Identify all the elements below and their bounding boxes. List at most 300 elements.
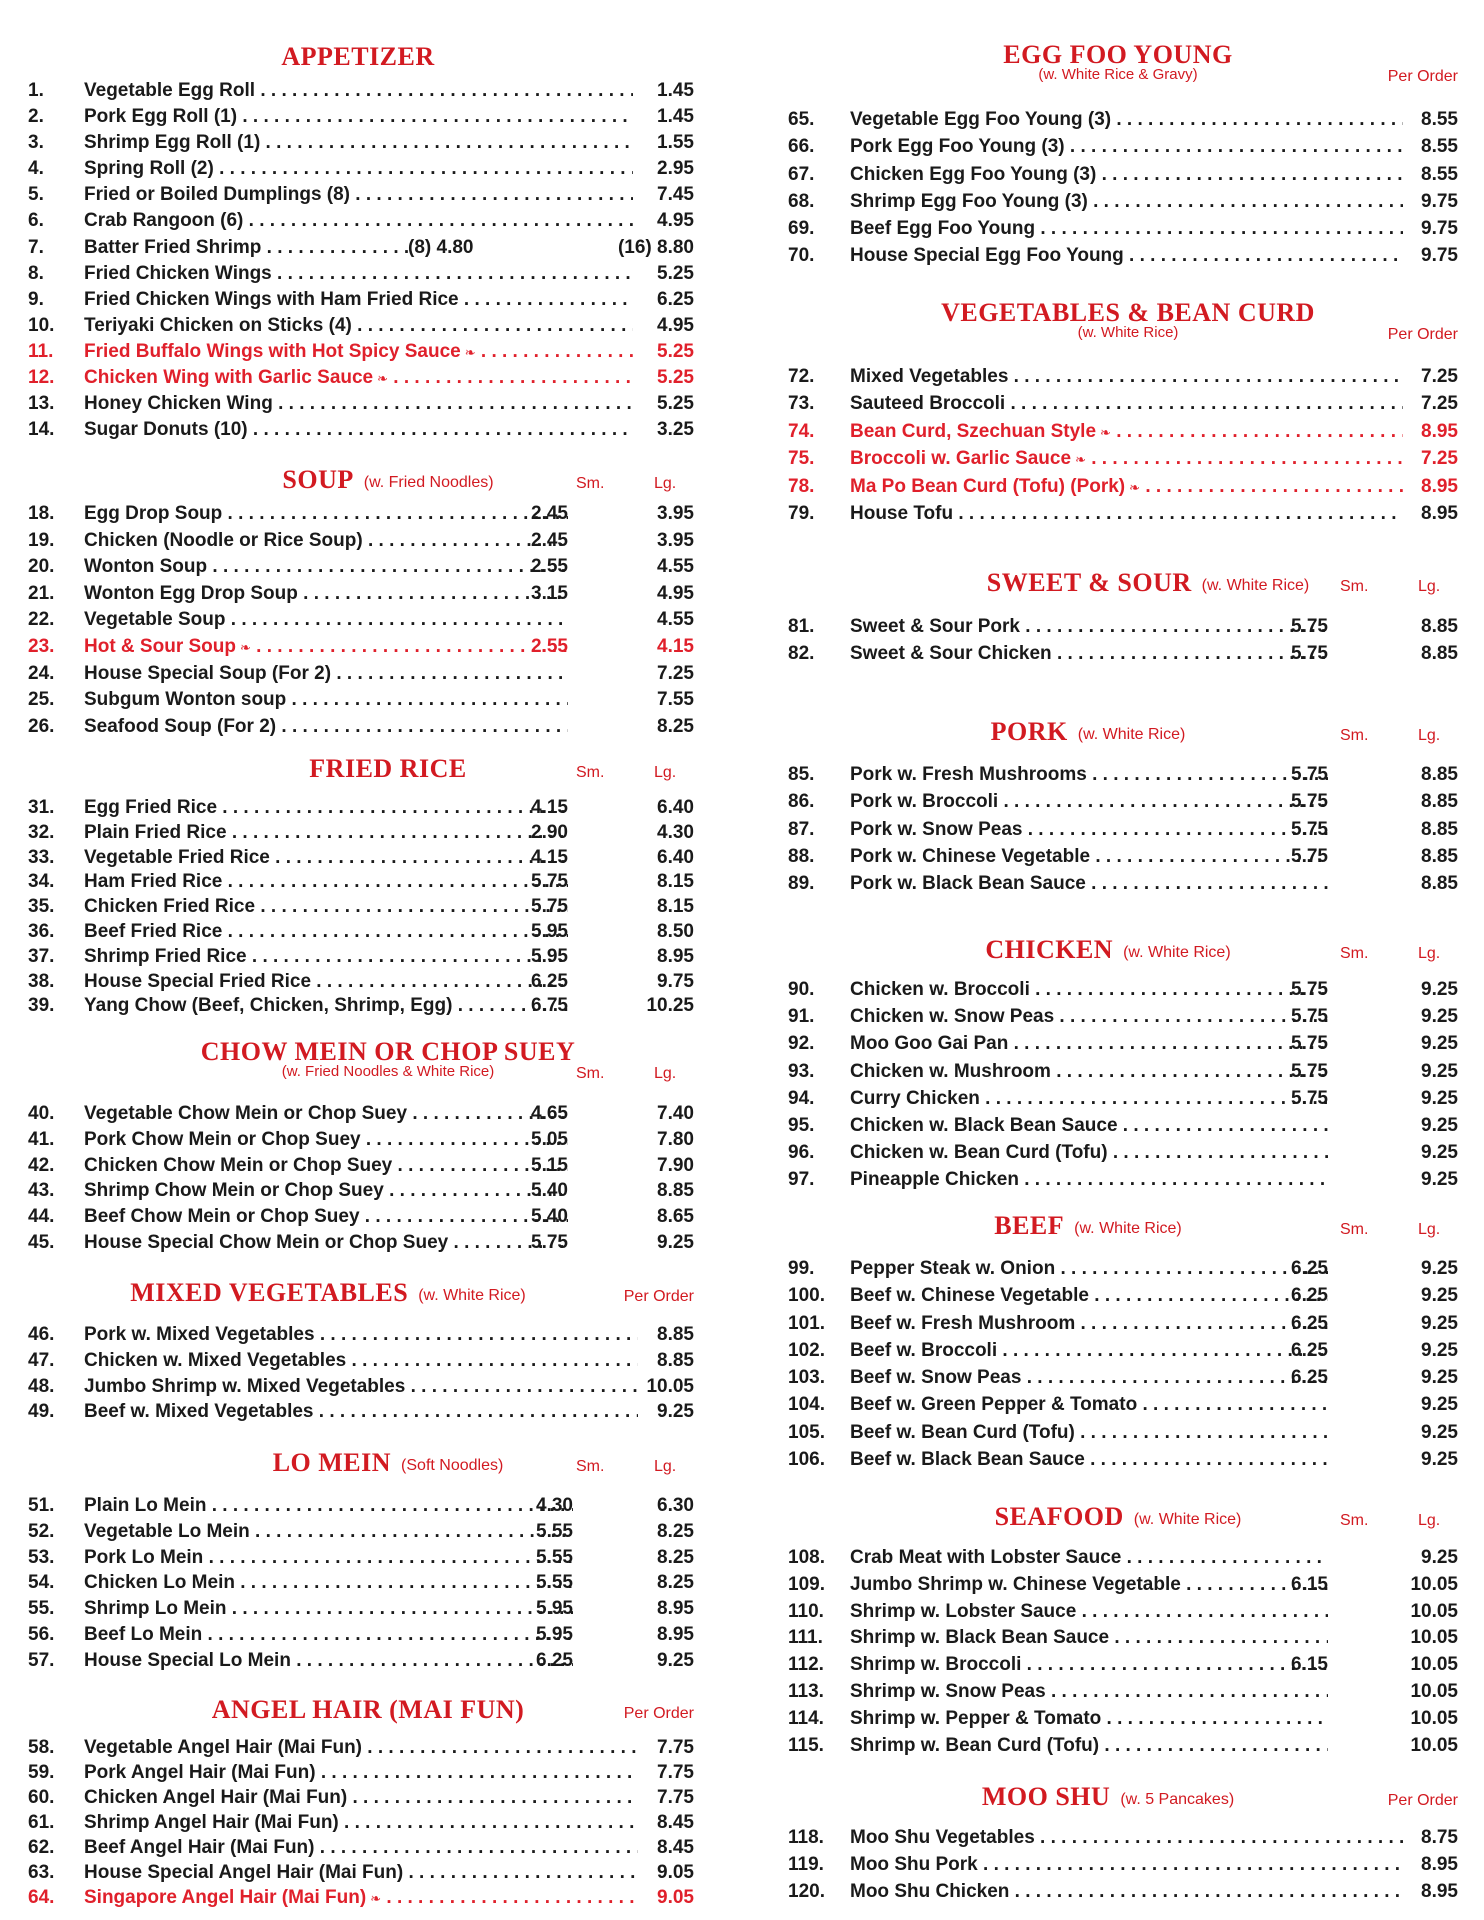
item-price: 8.45 bbox=[657, 1812, 694, 1833]
menu-item bbox=[788, 1030, 1458, 1057]
item-price-large: 9.25 bbox=[1421, 1033, 1458, 1055]
section-egg-foo-young bbox=[788, 38, 1458, 267]
item-name bbox=[850, 613, 1328, 640]
item-price: 9.05 bbox=[657, 1887, 694, 1908]
section-beef bbox=[788, 1209, 1458, 1471]
menu-item bbox=[788, 390, 1458, 417]
item-number: 79. bbox=[788, 502, 815, 524]
item-name-text: Vegetable Egg Roll bbox=[84, 80, 256, 101]
item-name bbox=[850, 418, 1403, 446]
menu-item-list bbox=[788, 1824, 1458, 1905]
item-number: 94. bbox=[788, 1087, 815, 1109]
item-number: 93. bbox=[788, 1060, 815, 1082]
item-number: 112. bbox=[788, 1654, 824, 1676]
item-price: 4.95 bbox=[657, 314, 694, 336]
pepper-icon: ❧ bbox=[377, 371, 389, 387]
item-number: 37. bbox=[28, 945, 55, 967]
item-name bbox=[84, 1735, 638, 1760]
item-price-large: 8.15 bbox=[657, 896, 694, 918]
section-title-text: VEGETABLES & BEAN CURD bbox=[941, 298, 1315, 327]
item-name bbox=[850, 242, 1403, 269]
item-price-large: 8.85 bbox=[1421, 845, 1458, 867]
item-number: 40. bbox=[28, 1103, 55, 1124]
item-number: 3. bbox=[28, 132, 44, 154]
item-name bbox=[850, 816, 1328, 843]
item-name bbox=[850, 1112, 1328, 1139]
item-price-small: 4.65 bbox=[531, 1103, 568, 1124]
item-number: 96. bbox=[788, 1142, 815, 1164]
item-name-text: House Special Soup (For 2) bbox=[84, 662, 332, 684]
item-name bbox=[84, 1545, 573, 1571]
item-name bbox=[850, 1058, 1328, 1085]
item-price: 7.75 bbox=[657, 1737, 694, 1758]
section-title-text: SOUP bbox=[282, 465, 354, 494]
item-number: 81. bbox=[788, 616, 815, 637]
menu-item-list bbox=[788, 1545, 1458, 1759]
item-price: 8.85 bbox=[657, 1324, 694, 1345]
item-name bbox=[850, 1337, 1328, 1364]
item-price: 8.95 bbox=[1421, 420, 1458, 442]
small-size-label: Sm. bbox=[576, 764, 605, 781]
item-name bbox=[84, 1204, 568, 1230]
item-price-large: 8.25 bbox=[657, 1546, 694, 1568]
section-title bbox=[982, 1780, 1234, 1818]
item-number: 43. bbox=[28, 1180, 55, 1202]
menu-item bbox=[28, 313, 694, 339]
section-header bbox=[788, 296, 1458, 343]
item-name-text: Vegetable Angel Hair (Mai Fun) bbox=[84, 1737, 363, 1758]
menu-item bbox=[788, 106, 1458, 133]
item-price-large: 8.95 bbox=[657, 1623, 694, 1645]
section-sweet-sour bbox=[788, 566, 1458, 664]
item-number: 48. bbox=[28, 1375, 55, 1397]
item-name bbox=[84, 634, 568, 662]
item-price: 9.25 bbox=[1421, 1142, 1458, 1164]
item-price-large: 9.25 bbox=[1421, 1367, 1458, 1389]
item-name bbox=[850, 870, 1328, 897]
menu-item bbox=[28, 1127, 694, 1153]
item-price: 7.75 bbox=[657, 1787, 694, 1808]
item-price-small: 6.25 bbox=[531, 970, 568, 992]
item-number: 106. bbox=[788, 1449, 825, 1471]
large-size-label: Lg. bbox=[1418, 1221, 1441, 1238]
item-name bbox=[84, 78, 633, 104]
menu-item bbox=[788, 1824, 1458, 1851]
item-name bbox=[84, 182, 633, 208]
section-title bbox=[130, 1276, 526, 1314]
item-price: 8.75 bbox=[1421, 1827, 1458, 1848]
menu-item bbox=[788, 242, 1458, 269]
section-header bbox=[28, 1035, 694, 1082]
item-name-text: Shrimp Angel Hair (Mai Fun) bbox=[84, 1812, 339, 1833]
item-name-text: Crab Rangoon (6) bbox=[84, 210, 244, 232]
pepper-icon: ❧ bbox=[1100, 424, 1111, 440]
item-number: 14. bbox=[28, 419, 55, 441]
item-name bbox=[850, 1003, 1328, 1030]
item-name bbox=[84, 661, 568, 688]
menu-item bbox=[788, 1337, 1458, 1364]
item-name bbox=[850, 976, 1328, 1003]
item-price: 9.25 bbox=[1421, 1114, 1458, 1136]
section-vegetables-bean-curd bbox=[788, 296, 1458, 524]
item-price-small: 3.15 bbox=[531, 582, 568, 604]
item-price: 4.95 bbox=[657, 210, 694, 232]
menu-item bbox=[788, 613, 1458, 640]
menu-item bbox=[788, 1085, 1458, 1112]
item-price-small: 5.05 bbox=[531, 1128, 568, 1150]
item-price: 1.45 bbox=[657, 80, 694, 101]
item-name-text: Shrimp w. Pepper & Tomato bbox=[850, 1707, 1102, 1729]
menu-item bbox=[788, 1166, 1458, 1193]
item-name-text: Singapore Angel Hair (Mai Fun) bbox=[84, 1887, 367, 1908]
item-number: 113. bbox=[788, 1680, 824, 1702]
section-title bbox=[282, 463, 493, 501]
item-name bbox=[84, 417, 633, 443]
item-name-text: House Special Angel Hair (Mai Fun) bbox=[84, 1862, 404, 1883]
item-price-large: 8.25 bbox=[657, 1520, 694, 1542]
item-name-text: Pork Lo Mein bbox=[84, 1546, 204, 1568]
item-price-small: 6.25 bbox=[1291, 1312, 1328, 1334]
item-name bbox=[84, 554, 568, 581]
item-price-small: 5.75 bbox=[1291, 1087, 1328, 1109]
section-header bbox=[28, 463, 694, 497]
item-name bbox=[84, 1622, 573, 1648]
section-header bbox=[788, 933, 1458, 967]
pepper-icon: ❧ bbox=[464, 344, 476, 360]
item-number: 70. bbox=[788, 245, 815, 267]
item-name-text: Plain Lo Mein bbox=[84, 1495, 207, 1516]
item-name bbox=[84, 920, 568, 945]
section-title-text: ANGEL HAIR (MAI FUN) bbox=[211, 1695, 525, 1724]
menu-item bbox=[788, 1058, 1458, 1085]
item-price-small: 6.25 bbox=[1291, 1285, 1328, 1307]
section-subtitle: (w. White Rice) bbox=[418, 1287, 526, 1304]
item-number: 24. bbox=[28, 662, 55, 684]
item-price-small: 5.55 bbox=[536, 1520, 573, 1542]
large-size-label: Lg. bbox=[1418, 1512, 1441, 1529]
item-name bbox=[850, 761, 1328, 788]
section-title-text: BEEF bbox=[994, 1211, 1065, 1240]
item-name bbox=[84, 1835, 638, 1860]
item-name-text: Egg Drop Soup bbox=[84, 503, 223, 524]
menu-item bbox=[788, 1364, 1458, 1391]
item-price-small: 5.95 bbox=[536, 1598, 573, 1620]
item-name-text: Beef Chow Mein or Chop Suey bbox=[84, 1206, 360, 1228]
menu-item bbox=[28, 287, 694, 313]
item-price-large: 4.55 bbox=[657, 556, 694, 578]
item-name bbox=[84, 156, 633, 182]
menu-item bbox=[28, 970, 694, 995]
item-price-large: 4.30 bbox=[657, 821, 694, 843]
item-name-text: Bean Curd, Szechuan Style bbox=[850, 420, 1097, 442]
item-price-large: 4.95 bbox=[657, 582, 694, 604]
menu-item bbox=[788, 1572, 1458, 1599]
item-price-small: 5.75 bbox=[1291, 845, 1328, 867]
item-name-text: Chicken Egg Foo Young (3) bbox=[850, 163, 1097, 185]
menu-item bbox=[788, 215, 1458, 242]
item-name-text: Pork w. Mixed Vegetables bbox=[84, 1324, 315, 1345]
item-name-text: Fried Chicken Wings with Ham Fried Rice bbox=[84, 288, 459, 310]
section-chicken bbox=[788, 933, 1458, 1191]
menu-item bbox=[28, 501, 694, 528]
item-name-text: Spring Roll (2) bbox=[84, 158, 214, 180]
menu-item bbox=[28, 104, 694, 130]
section-note: (w. Fried Noodles & White Rice) bbox=[281, 1063, 495, 1080]
item-number: 57. bbox=[28, 1649, 55, 1671]
menu-item bbox=[28, 1735, 694, 1760]
item-name bbox=[84, 994, 568, 1019]
section-title bbox=[991, 715, 1186, 753]
menu-item bbox=[28, 1348, 694, 1374]
item-price-small: 5.75 bbox=[1291, 1060, 1328, 1082]
item-price: 10.05 bbox=[1410, 1707, 1458, 1729]
menu-item bbox=[28, 1570, 694, 1596]
item-price: 10.05 bbox=[1410, 1734, 1458, 1756]
menu-item bbox=[28, 235, 694, 261]
item-name-text: Shrimp Lo Mein bbox=[84, 1598, 227, 1620]
item-name-text: Crab Meat with Lobster Sauce bbox=[850, 1547, 1122, 1568]
item-name-text: Fried Chicken Wings bbox=[84, 262, 272, 284]
item-name bbox=[84, 687, 568, 714]
item-number: 45. bbox=[28, 1231, 55, 1253]
item-price: 9.75 bbox=[1421, 218, 1458, 240]
item-price-large: 8.85 bbox=[1421, 643, 1458, 664]
item-price: 1.55 bbox=[657, 132, 694, 154]
item-name bbox=[850, 1282, 1328, 1309]
item-name bbox=[850, 500, 1403, 527]
item-price-large: 7.80 bbox=[657, 1128, 694, 1150]
item-name bbox=[84, 235, 408, 261]
item-name bbox=[84, 1648, 573, 1674]
item-name bbox=[84, 528, 568, 555]
menu-item-list bbox=[788, 761, 1458, 897]
item-name-text: Pork Egg Roll (1) bbox=[84, 106, 238, 128]
item-name bbox=[84, 821, 568, 846]
item-price: (16) 8.80 bbox=[617, 236, 694, 258]
menu-item bbox=[28, 895, 694, 920]
pepper-icon: ❧ bbox=[1129, 479, 1141, 495]
section-title bbox=[994, 1209, 1182, 1247]
item-price-large: 9.25 bbox=[1421, 1339, 1458, 1361]
item-name bbox=[850, 1139, 1328, 1166]
item-name bbox=[84, 796, 568, 821]
item-name-text: Pork w. Broccoli bbox=[850, 791, 999, 813]
per-order-label: Per Order bbox=[1387, 326, 1458, 343]
item-number: 102. bbox=[788, 1339, 825, 1361]
item-price: 8.95 bbox=[1421, 1854, 1458, 1875]
item-name-text: Chicken w. Broccoli bbox=[850, 979, 1030, 1000]
item-number: 1. bbox=[28, 80, 44, 101]
item-name-text: House Special Fried Rice bbox=[84, 970, 312, 992]
item-name bbox=[850, 1030, 1328, 1057]
section-header bbox=[788, 38, 1458, 85]
item-number: 33. bbox=[28, 846, 55, 868]
item-price-large: 9.25 bbox=[1421, 1006, 1458, 1028]
item-number: 41. bbox=[28, 1128, 55, 1150]
item-price: 8.45 bbox=[657, 1837, 694, 1858]
section-header bbox=[788, 566, 1458, 600]
menu-item bbox=[28, 156, 694, 182]
item-price-large: 9.75 bbox=[657, 970, 694, 992]
item-name-text: House Tofu bbox=[850, 502, 954, 524]
section-soup bbox=[28, 463, 694, 737]
section-subtitle: (Soft Noodles) bbox=[401, 1457, 504, 1474]
item-price: 3.25 bbox=[657, 419, 694, 441]
section-title-text: SWEET & SOUR bbox=[986, 568, 1192, 597]
item-number: 9. bbox=[28, 288, 44, 310]
item-number: 35. bbox=[28, 896, 55, 918]
menu-item bbox=[788, 761, 1458, 788]
item-number: 65. bbox=[788, 109, 815, 130]
menu-item bbox=[788, 161, 1458, 188]
section-header bbox=[788, 715, 1458, 749]
item-name bbox=[850, 1255, 1328, 1282]
item-price: 10.05 bbox=[646, 1375, 694, 1397]
item-price: 8.85 bbox=[1421, 873, 1458, 895]
item-number: 10. bbox=[28, 314, 55, 336]
menu-item bbox=[28, 1596, 694, 1622]
large-size-label: Lg. bbox=[654, 475, 677, 492]
item-price-small: 6.75 bbox=[531, 995, 568, 1017]
large-size-label: Lg. bbox=[654, 764, 677, 781]
item-price-large: 10.05 bbox=[1410, 1573, 1458, 1595]
menu-item bbox=[28, 1153, 694, 1179]
item-price-large: 10.05 bbox=[1410, 1654, 1458, 1676]
item-number: 61. bbox=[28, 1812, 55, 1833]
section-title-text: MOO SHU bbox=[981, 1782, 1111, 1811]
item-name bbox=[84, 581, 568, 608]
item-name-text: Pork w. Chinese Vegetable bbox=[850, 845, 1091, 867]
item-price: 7.55 bbox=[657, 689, 694, 711]
item-name-text: Moo Goo Gai Pan bbox=[850, 1033, 1009, 1055]
menu-item bbox=[788, 640, 1458, 667]
item-name bbox=[850, 1599, 1328, 1626]
section-title-text: LO MEIN bbox=[272, 1448, 392, 1477]
item-name-text: Fried or Boiled Dumplings (8) bbox=[84, 184, 351, 206]
item-name-text: Moo Shu Chicken bbox=[850, 1881, 1010, 1902]
item-name-text: Beef w. Fresh Mushroom bbox=[850, 1312, 1076, 1334]
item-name bbox=[850, 1878, 1403, 1905]
item-number: 78. bbox=[788, 475, 815, 497]
menu-item bbox=[788, 1391, 1458, 1418]
item-price: 5.25 bbox=[657, 367, 694, 389]
item-name bbox=[84, 1153, 568, 1179]
menu-item bbox=[788, 418, 1458, 445]
menu-item bbox=[28, 339, 694, 365]
item-number: 60. bbox=[28, 1787, 55, 1808]
menu-item bbox=[28, 1322, 694, 1348]
per-order-label: Per Order bbox=[623, 1705, 694, 1722]
menu-item bbox=[28, 607, 694, 634]
item-name-text: Jumbo Shrimp w. Chinese Vegetable bbox=[850, 1573, 1181, 1595]
menu-item bbox=[28, 1622, 694, 1648]
item-price-small: 5.55 bbox=[536, 1546, 573, 1568]
menu-item-list bbox=[28, 501, 694, 740]
item-name-text: Beef w. Mixed Vegetables bbox=[84, 1401, 314, 1423]
section-title bbox=[273, 1446, 504, 1484]
menu-item-list bbox=[28, 796, 694, 1019]
item-price-small: 2.45 bbox=[531, 503, 568, 524]
item-price-large: 9.25 bbox=[1421, 1087, 1458, 1109]
item-price: 8.25 bbox=[657, 715, 694, 737]
section-title bbox=[281, 40, 434, 74]
item-price: 9.75 bbox=[1421, 245, 1458, 267]
item-number: 44. bbox=[28, 1206, 55, 1228]
item-name-text: House Special Egg Foo Young bbox=[850, 245, 1124, 267]
menu-item bbox=[28, 261, 694, 287]
item-number: 63. bbox=[28, 1862, 55, 1883]
item-price-large: 9.25 bbox=[1421, 1258, 1458, 1279]
item-number: 12. bbox=[28, 367, 55, 389]
item-name bbox=[84, 1101, 568, 1127]
item-name bbox=[850, 1310, 1328, 1337]
item-name-text: Chicken Chow Mein or Chop Suey bbox=[84, 1154, 393, 1176]
menu-item bbox=[28, 1230, 694, 1256]
large-size-label: Lg. bbox=[1418, 727, 1441, 744]
item-name bbox=[84, 391, 633, 417]
item-number: 51. bbox=[28, 1495, 55, 1516]
item-price-large: 8.85 bbox=[657, 1180, 694, 1202]
section-title bbox=[987, 566, 1310, 604]
item-price-small: 5.40 bbox=[531, 1206, 568, 1228]
item-number: 115. bbox=[788, 1734, 824, 1756]
section-header bbox=[28, 1693, 694, 1727]
item-name bbox=[850, 1706, 1328, 1733]
item-price-small: 5.75 bbox=[1291, 616, 1328, 637]
item-price-small: 6.25 bbox=[536, 1649, 573, 1671]
item-price-large: 8.85 bbox=[1421, 818, 1458, 840]
section-subtitle: (w. Fried Noodles) bbox=[363, 474, 494, 491]
item-name-text: Beef Egg Foo Young bbox=[850, 218, 1036, 240]
item-name-text: Vegetable Fried Rice bbox=[84, 846, 270, 868]
section-title-text: CHICKEN bbox=[985, 935, 1114, 964]
menu-item bbox=[788, 1282, 1458, 1309]
item-name-text: Shrimp Chow Mein or Chop Suey bbox=[84, 1180, 384, 1202]
item-price: 9.25 bbox=[1421, 1169, 1458, 1191]
item-name-text: Pork Egg Foo Young (3) bbox=[850, 136, 1065, 158]
item-number: 105. bbox=[788, 1421, 825, 1443]
item-price: 9.75 bbox=[1421, 190, 1458, 212]
item-name bbox=[84, 714, 568, 741]
menu-item bbox=[28, 994, 694, 1019]
item-price-large: 8.25 bbox=[657, 1572, 694, 1594]
menu-item bbox=[28, 661, 694, 688]
menu-item bbox=[788, 500, 1458, 527]
item-name bbox=[84, 1570, 573, 1596]
item-price-small: 5.75 bbox=[1291, 1033, 1328, 1055]
menu-item bbox=[28, 1810, 694, 1835]
menu-item bbox=[28, 528, 694, 555]
item-number: 62. bbox=[28, 1837, 55, 1858]
item-name-text: Sauteed Broccoli bbox=[850, 393, 1006, 415]
menu-item-list bbox=[28, 1735, 694, 1910]
item-name bbox=[850, 1364, 1328, 1391]
item-name bbox=[850, 133, 1403, 160]
menu-item bbox=[28, 208, 694, 234]
section-title bbox=[985, 933, 1230, 971]
item-name-text: Moo Shu Vegetables bbox=[850, 1827, 1035, 1848]
item-price: 6.25 bbox=[657, 288, 694, 310]
item-number: 97. bbox=[788, 1169, 815, 1191]
item-name bbox=[850, 1545, 1328, 1572]
item-price-small: 6.15 bbox=[1291, 1573, 1328, 1595]
menu-item bbox=[28, 365, 694, 391]
item-price: 1.45 bbox=[657, 106, 694, 128]
section-angel-hair-mai-fun bbox=[28, 1693, 694, 1908]
item-name-text: Vegetable Lo Mein bbox=[84, 1520, 250, 1542]
item-name-text: Mixed Vegetables bbox=[850, 366, 1009, 387]
item-number: 6. bbox=[28, 210, 44, 232]
